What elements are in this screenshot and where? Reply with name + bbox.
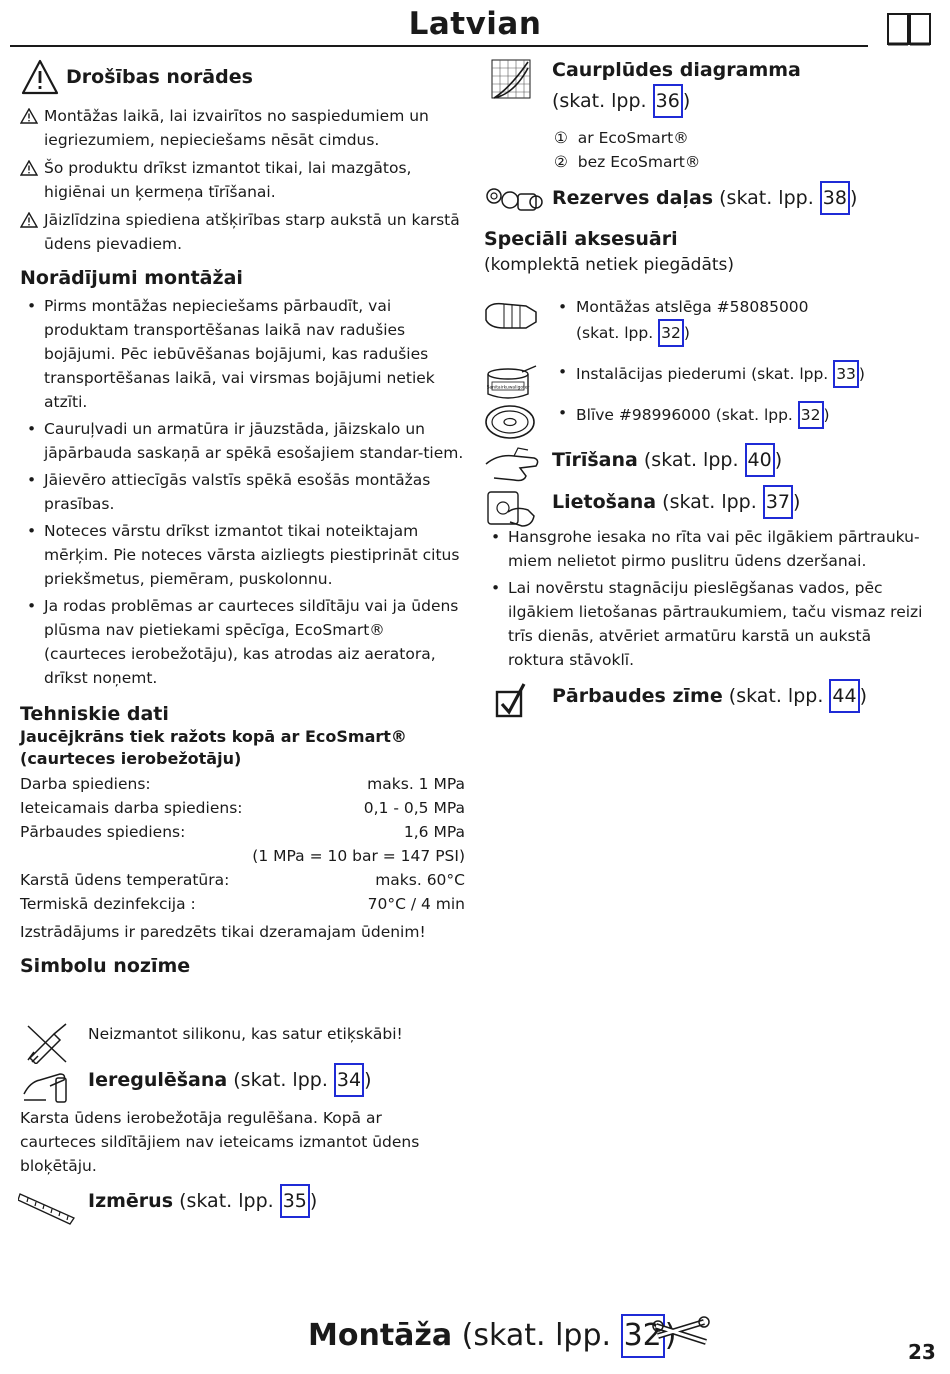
technical-data-subtitle: Jaucējkrāns tiek ražots kopā ar EcoSmart® — [20, 727, 407, 746]
usage-ref: Lietošana (skat. lpp. 37 ) — [552, 485, 800, 519]
spec-row: (1 MPa = 10 bar = 147 PSI) — [252, 847, 465, 865]
page-link-35[interactable]: 35 — [280, 1184, 310, 1218]
page-link-32[interactable]: 32 — [658, 319, 684, 347]
language-title: Latvian — [408, 6, 542, 42]
warning-icon — [20, 58, 60, 96]
accessories-title: Speciāli aksesuāri — [484, 228, 678, 250]
page-link-36[interactable]: 36 — [653, 84, 683, 118]
silicone-gun-icon — [24, 1022, 70, 1064]
spec-row: Karstā ūdens temperatūra: maks. 60°C — [20, 871, 465, 889]
accessory-item: • Instalācijas piederumi (skat. lpp. 33 ) — [558, 360, 865, 388]
adjustment-text: Karsta ūdens ierobežotāja regulēšana. Kopā ar caurteces sildītājiem nav ieteicams izmantot ūdens bloķētāju. — [20, 1109, 420, 1175]
spare-parts-icon — [484, 182, 544, 218]
safety-item: Montāžas laikā, lai izvairītos no saspiedumiem un iegriezumiem, nepieciešams nēsāt cimdus. — [20, 104, 465, 152]
small-warning-icon — [20, 212, 38, 228]
flow-diagram-title: Caurplūdes diagramma — [552, 59, 801, 81]
page-link-32-gasket[interactable]: 32 — [798, 401, 824, 429]
usage-list — [484, 525, 930, 675]
spare-parts-ref: Rezerves daļas (skat. lpp. 38 ) — [552, 181, 857, 215]
list-item: • Noteces vārstu drīkst izmantot tikai noteiktajam mērķim. Pie noteces vārsta aizliegts piestiprināt citus priekšmetus, piemēram, puskolonnu. — [20, 519, 465, 591]
accessory-item: • Montāžas atslēga #58085000 (skat. lpp. 32 ) — [558, 295, 809, 347]
gasket-icon — [484, 402, 540, 442]
adjustment-ref: Ieregulēšana (skat. lpp. 34 ) — [88, 1063, 372, 1097]
flow-legend-item: ② bez EcoSmart® — [554, 153, 701, 171]
safety-item: Jāizlīdzina spiediena atšķirības starp aukstā un karstā ūdens pievadiem. — [20, 208, 465, 256]
left-column — [20, 58, 465, 978]
page-link-33[interactable]: 33 — [833, 360, 859, 388]
list-item: • Hansgrohe iesaka no rīta vai pēc ilgākiem pārtrauku-miem nelietot pirmo puslitru ūdens dzeršanai. — [484, 525, 930, 573]
can-label: Sanitairkuwaligoter — [486, 385, 530, 391]
page-link-38[interactable]: 38 — [820, 181, 850, 215]
spec-row: Pārbaudes spiediens: 1,6 MPa — [20, 823, 465, 841]
assembly-notes-title: Norādījumi montāžai — [20, 267, 243, 289]
safety-item: Šo produktu drīkst izmantot tikai, lai mazgātos, higiēnai un ķermeņa tīrīšanai. — [20, 156, 465, 204]
adjustment-hand-icon — [20, 1064, 72, 1106]
flow-legend-item: ① ar EcoSmart® — [554, 129, 689, 147]
flow-diagram-icon — [490, 58, 532, 100]
flow-legend — [554, 126, 700, 174]
page-link-40[interactable]: 40 — [745, 443, 775, 477]
wrench-icon — [652, 1316, 710, 1352]
list-item: • Lai novērstu stagnāciju pieslēgšanas vados, pēc ilgākiem lietošanas pārtraukumiem, taču vismaz reizi trīs dienās, atvēriet armatūru karstā un aukstā roktura stāvoklī. — [484, 576, 930, 672]
spec-row: Ieteicamais darba spiediens: 0,1 - 0,5 MPa — [20, 799, 465, 817]
small-warning-icon — [20, 160, 38, 176]
drinking-water-note: Izstrādājums ir paredzēts tikai dzeramajam ūdenim! — [20, 923, 426, 941]
cleaning-ref: Tīrīšana (skat. lpp. 40 ) — [552, 443, 782, 477]
technical-data-title: Tehniskie dati — [20, 703, 169, 725]
page-link-44[interactable]: 44 — [829, 679, 859, 713]
dimensions-ref: Izmērus (skat. lpp. 35 ) — [88, 1184, 317, 1218]
header-rule — [10, 45, 868, 47]
technical-data-subtitle: (caurteces ierobežotāju) — [20, 749, 242, 768]
accessory-item: • Blīve #98996000 (skat. lpp. 32 ) — [558, 401, 830, 429]
ruler-icon — [18, 1186, 76, 1226]
spec-table — [20, 772, 465, 916]
page-number: 23 — [908, 1340, 936, 1364]
assembly-ref: Montāža (skat. lpp. 32 ) — [308, 1314, 676, 1358]
mounting-key-icon — [482, 296, 540, 336]
spec-row: Darba spiediens: maks. 1 MPa — [20, 775, 465, 793]
flow-diagram-ref: Caurplūdes diagramma (skat. lpp. 36 ) — [552, 58, 801, 118]
page-link-32-assembly[interactable]: 32 — [621, 1314, 665, 1358]
safety-title: Drošības norādes — [66, 66, 253, 88]
list-item: • Pirms montāžas nepieciešams pārbaudīt, vai produktam transportēšanas laikā nav radušies bojājumi. Pēc iebūvēšanas bojājumi, kas radušies transportēšanas laikā, vai virsmas bojājumi netiek atzīti. — [20, 294, 465, 414]
assembly-notes-list — [20, 294, 465, 690]
spec-row: Termiskā dezinfekcija : 70°C / 4 min — [20, 895, 465, 913]
accessories-subtitle: (komplektā netiek piegādāts) — [484, 255, 735, 275]
page-link-34[interactable]: 34 — [334, 1063, 364, 1097]
book-icon — [886, 10, 932, 48]
installation-can-icon — [484, 362, 540, 402]
symbols-title: Simbolu nozīme — [20, 955, 191, 977]
silicone-warning-text: Neizmantot silikonu, kas satur etiķskābi! — [88, 1025, 403, 1043]
list-item: • Jāievēro attiecīgās valstīs spēkā esošās montāžas prasības. — [20, 468, 465, 516]
cleaning-hand-icon — [484, 444, 542, 484]
accessories-heading — [484, 227, 734, 279]
small-warning-icon — [20, 108, 38, 124]
list-item: • Ja rodas problēmas ar caurteces sildītāju vai ja ūdens plūsma nav pietiekami spēcīga, EcoSmart® (caurteces ierobežotāju), kas atrodas aiz aeratora, drīkst noņemt. — [20, 594, 465, 690]
page-link-37[interactable]: 37 — [763, 485, 793, 519]
checkbox-icon — [494, 682, 528, 720]
test-mark-ref: Pārbaudes zīme (skat. lpp. 44 ) — [552, 679, 867, 713]
usage-hand-icon — [484, 486, 538, 528]
list-item: • Cauruļvadi un armatūra ir jāuzstāda, jāizskalo un jāpārbauda saskaņā ar spēkā esošajiem standar-tiem. — [20, 417, 465, 465]
